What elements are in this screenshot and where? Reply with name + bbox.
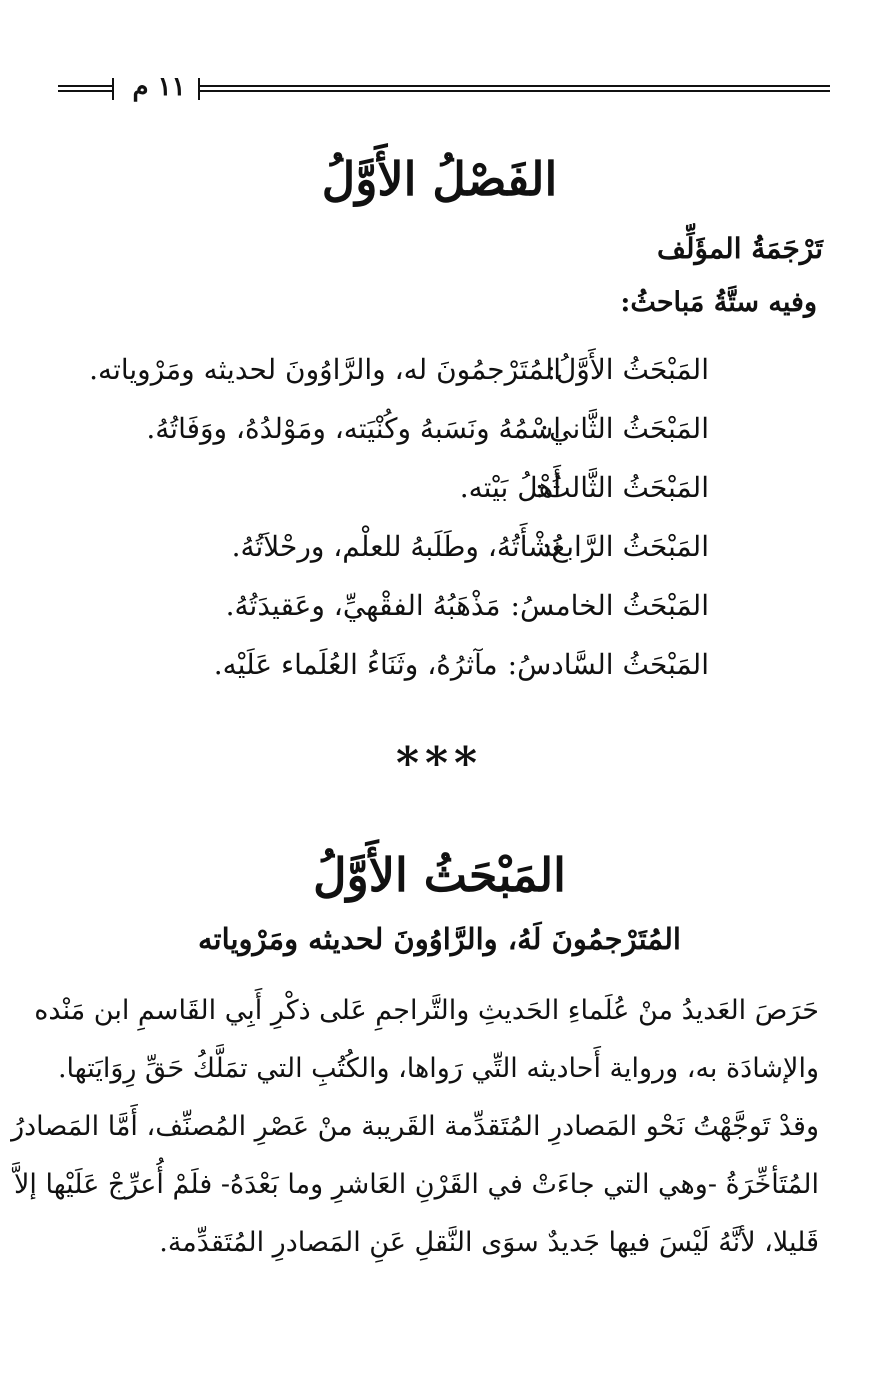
topic-text: نَشْأَتُهُ، وطَلَبهُ للعلْم، ورحْلاَتُهُ. bbox=[231, 530, 561, 563]
section-title: المَبْحَثُ الأَوَّلُ bbox=[313, 848, 566, 902]
topic-text: مآثرُهُ، وثَنَاءُ العُلَماء عَلَيْه. bbox=[213, 648, 498, 681]
body-line: المُتَأخِّرَةُ -وهي التي جاءَتْ في القَرْنِ العَاشرِ وما بَعْدَهُ- فلَمْ أُعرِّجْ عَلَيْها إلاَّ bbox=[13, 1169, 819, 1200]
header-rule-right bbox=[200, 85, 830, 92]
topic-row bbox=[89, 340, 709, 399]
body-line: حَرَصَ العَديدُ منْ عُلَماءِ الحَديثِ والتَّراجمِ عَلى ذكْرِ أَبِي القَاسمِ ابن مَنْده bbox=[34, 995, 819, 1026]
topic-text: أَهْلُ بَيْته. bbox=[459, 471, 561, 504]
chapter-subtitle: تَرْجَمَةُ المؤَلِّف bbox=[657, 232, 823, 265]
header-rule-cap-left bbox=[112, 78, 114, 100]
topic-row bbox=[89, 517, 709, 576]
section-subtitle: المُتَرْجمُونَ لَهُ، والرَّاوُونَ لحديثه ومَرْوياته bbox=[198, 922, 681, 956]
header-rule-left bbox=[58, 85, 112, 92]
body-line: قَليلا، لأنَّهُ لَيْسَ فيها جَديدٌ سوَى النَّقلِ عَنِ المَصادرِ المُتَقدِّمة. bbox=[159, 1227, 819, 1258]
topic-label: المَبْحَثُ الرَّابعُ: bbox=[541, 530, 709, 563]
topic-text: المُتَرْجمُونَ له، والرَّاوُونَ لحديثه ومَرْوياته. bbox=[89, 353, 561, 386]
body-paragraph bbox=[11, 982, 819, 1272]
page-header bbox=[58, 70, 830, 110]
topics-list bbox=[89, 340, 709, 694]
page-number: ١١ م bbox=[132, 72, 186, 102]
body-line: والإشادَة به، ورواية أَحاديثه التِّي رَواها، والكُتُبِ التي تمَلَّكُ حَقِّ رِوَايَتها. bbox=[57, 1053, 819, 1084]
topic-label: المَبْحَثُ الثَّاني: bbox=[539, 412, 709, 445]
header-rule-cap-right bbox=[198, 78, 200, 100]
topic-row bbox=[89, 635, 709, 694]
section-separator: *** bbox=[395, 738, 484, 789]
topic-row bbox=[89, 576, 709, 635]
body-line: وقدْ تَوجَّهْتُ نَحْو المَصادرِ المُتَقدِّمة القَريبة منْ عَصْرِ المُصنِّف، أَمَّا المَصادرُ bbox=[11, 1111, 819, 1142]
topics-intro: وفيه ستَّةُ مَباحثُ: bbox=[620, 287, 817, 318]
topic-text: اسْمُهُ ونَسَبهُ وكُنْيَته، ومَوْلدُهُ، ووَفَاتُهُ. bbox=[146, 412, 561, 445]
topic-label: المَبْحَثُ الثَّالثُ: bbox=[534, 471, 709, 504]
topic-label: المَبْحَثُ الأَوَّلُ: bbox=[546, 353, 709, 386]
topic-label: المَبْحَثُ الخامسُ: bbox=[510, 589, 709, 622]
topic-row bbox=[89, 399, 709, 458]
topic-label: المَبْحَثُ السَّادسُ: bbox=[507, 648, 709, 681]
chapter-title: الفَصْلُ الأَوَّلُ bbox=[321, 152, 558, 206]
topic-row bbox=[89, 458, 709, 517]
topic-text: مَذْهَبُهُ الفقْهيِّ، وعَقيدَتُهُ. bbox=[225, 589, 501, 622]
